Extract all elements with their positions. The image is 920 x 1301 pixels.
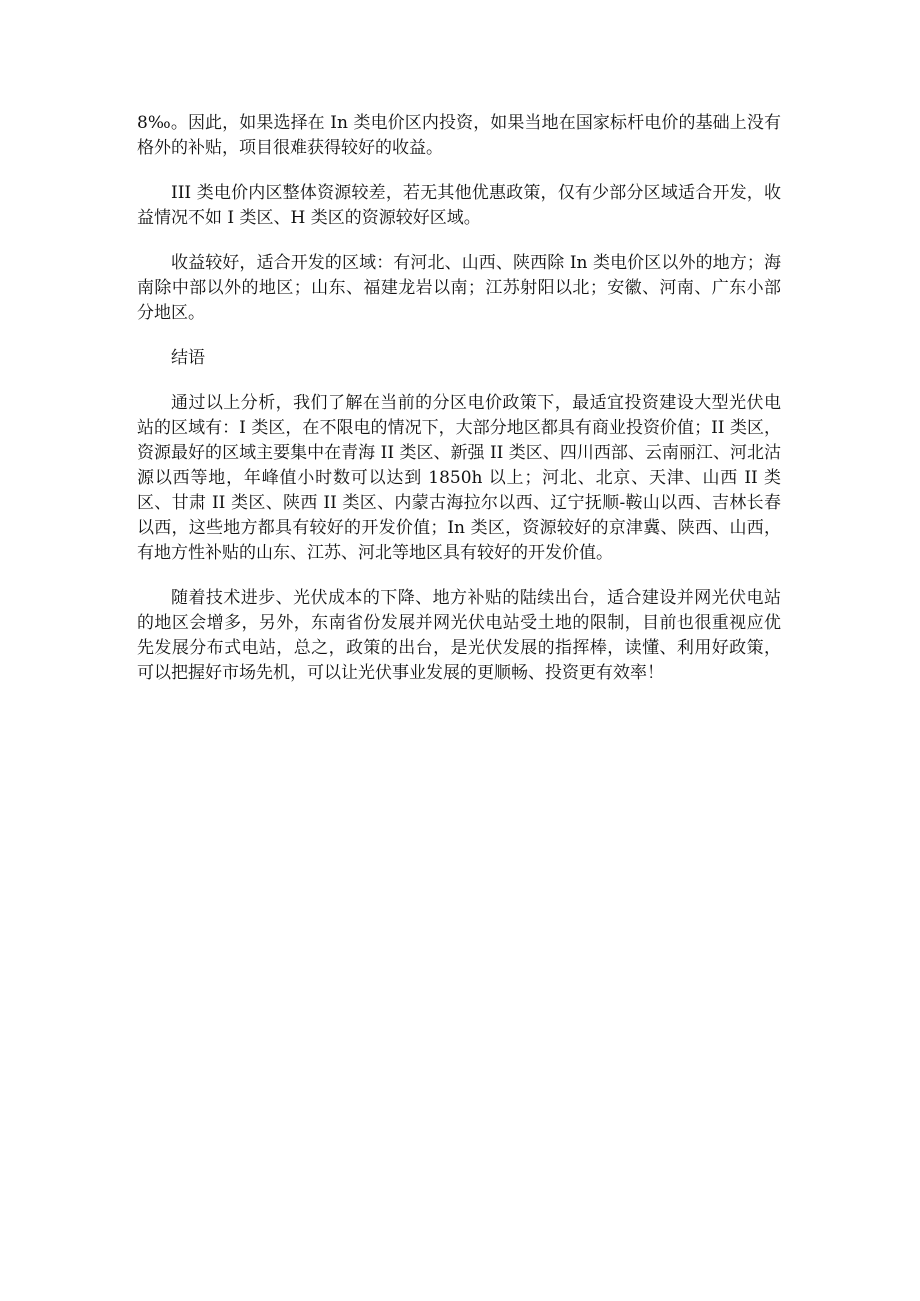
paragraph-analysis-summary: 通过以上分析，我们了解在当前的分区电价政策下，最适宜投资建设大型光伏电站的区域有：I 类区，在不限电的情况下，大部分地区都具有商业投资价值；II 类区，资源最好的区域主要集中在青海 II 类区、新强 II 类区、四川西部、云南丽江、河北沽源以西等地，年峰值小时数可以达到 1850h 以上；河北、北京、天津、山西 II 类区、甘肃 II 类区、陕西 II 类区、内蒙古海拉尔以西、辽宁抚顺-鞍山以西、吉林长春以西，这些地方都具有较好的开发价值；In 类区，资源较好的京津冀、陕西、山西，有地方性补贴的山东、江苏、河北等地区具有较好的开发价值。 — [137, 393, 781, 563]
paragraph-outlook: 随着技术进步、光伏成本的下降、地方补贴的陆续出台，适合建设并网光伏电站的地区会增多，另外，东南省份发展并网光伏电站受土地的限制，目前也很重视应优先发展分布式电站，总之，政策的出台，是光伏发展的指挥棒，读懂、利用好政策，可以把握好市场先机，可以让光伏事业发展的更顺畅、投资更有效率！ — [137, 588, 781, 683]
paragraph-good-regions: 收益较好，适合开发的区域：有河北、山西、陕西除 In 类电价区以外的地方；海南除中部以外的地区；山东、福建龙岩以南；江苏射阳以北；安徽、河南、广东小部分地区。 — [137, 253, 781, 323]
paragraph-continuation: 8‰。因此，如果选择在 In 类电价区内投资，如果当地在国家标杆电价的基础上没有格外的补贴，项目很难获得较好的收益。 — [137, 113, 781, 158]
paragraph-class-iii: III 类电价内区整体资源较差，若无其他优惠政策，仅有少部分区域适合开发，收益情况不如 I 类区、H 类区的资源较好区域。 — [137, 183, 781, 228]
document-body — [137, 111, 781, 686]
section-heading-conclusion: 结语 — [171, 348, 205, 368]
